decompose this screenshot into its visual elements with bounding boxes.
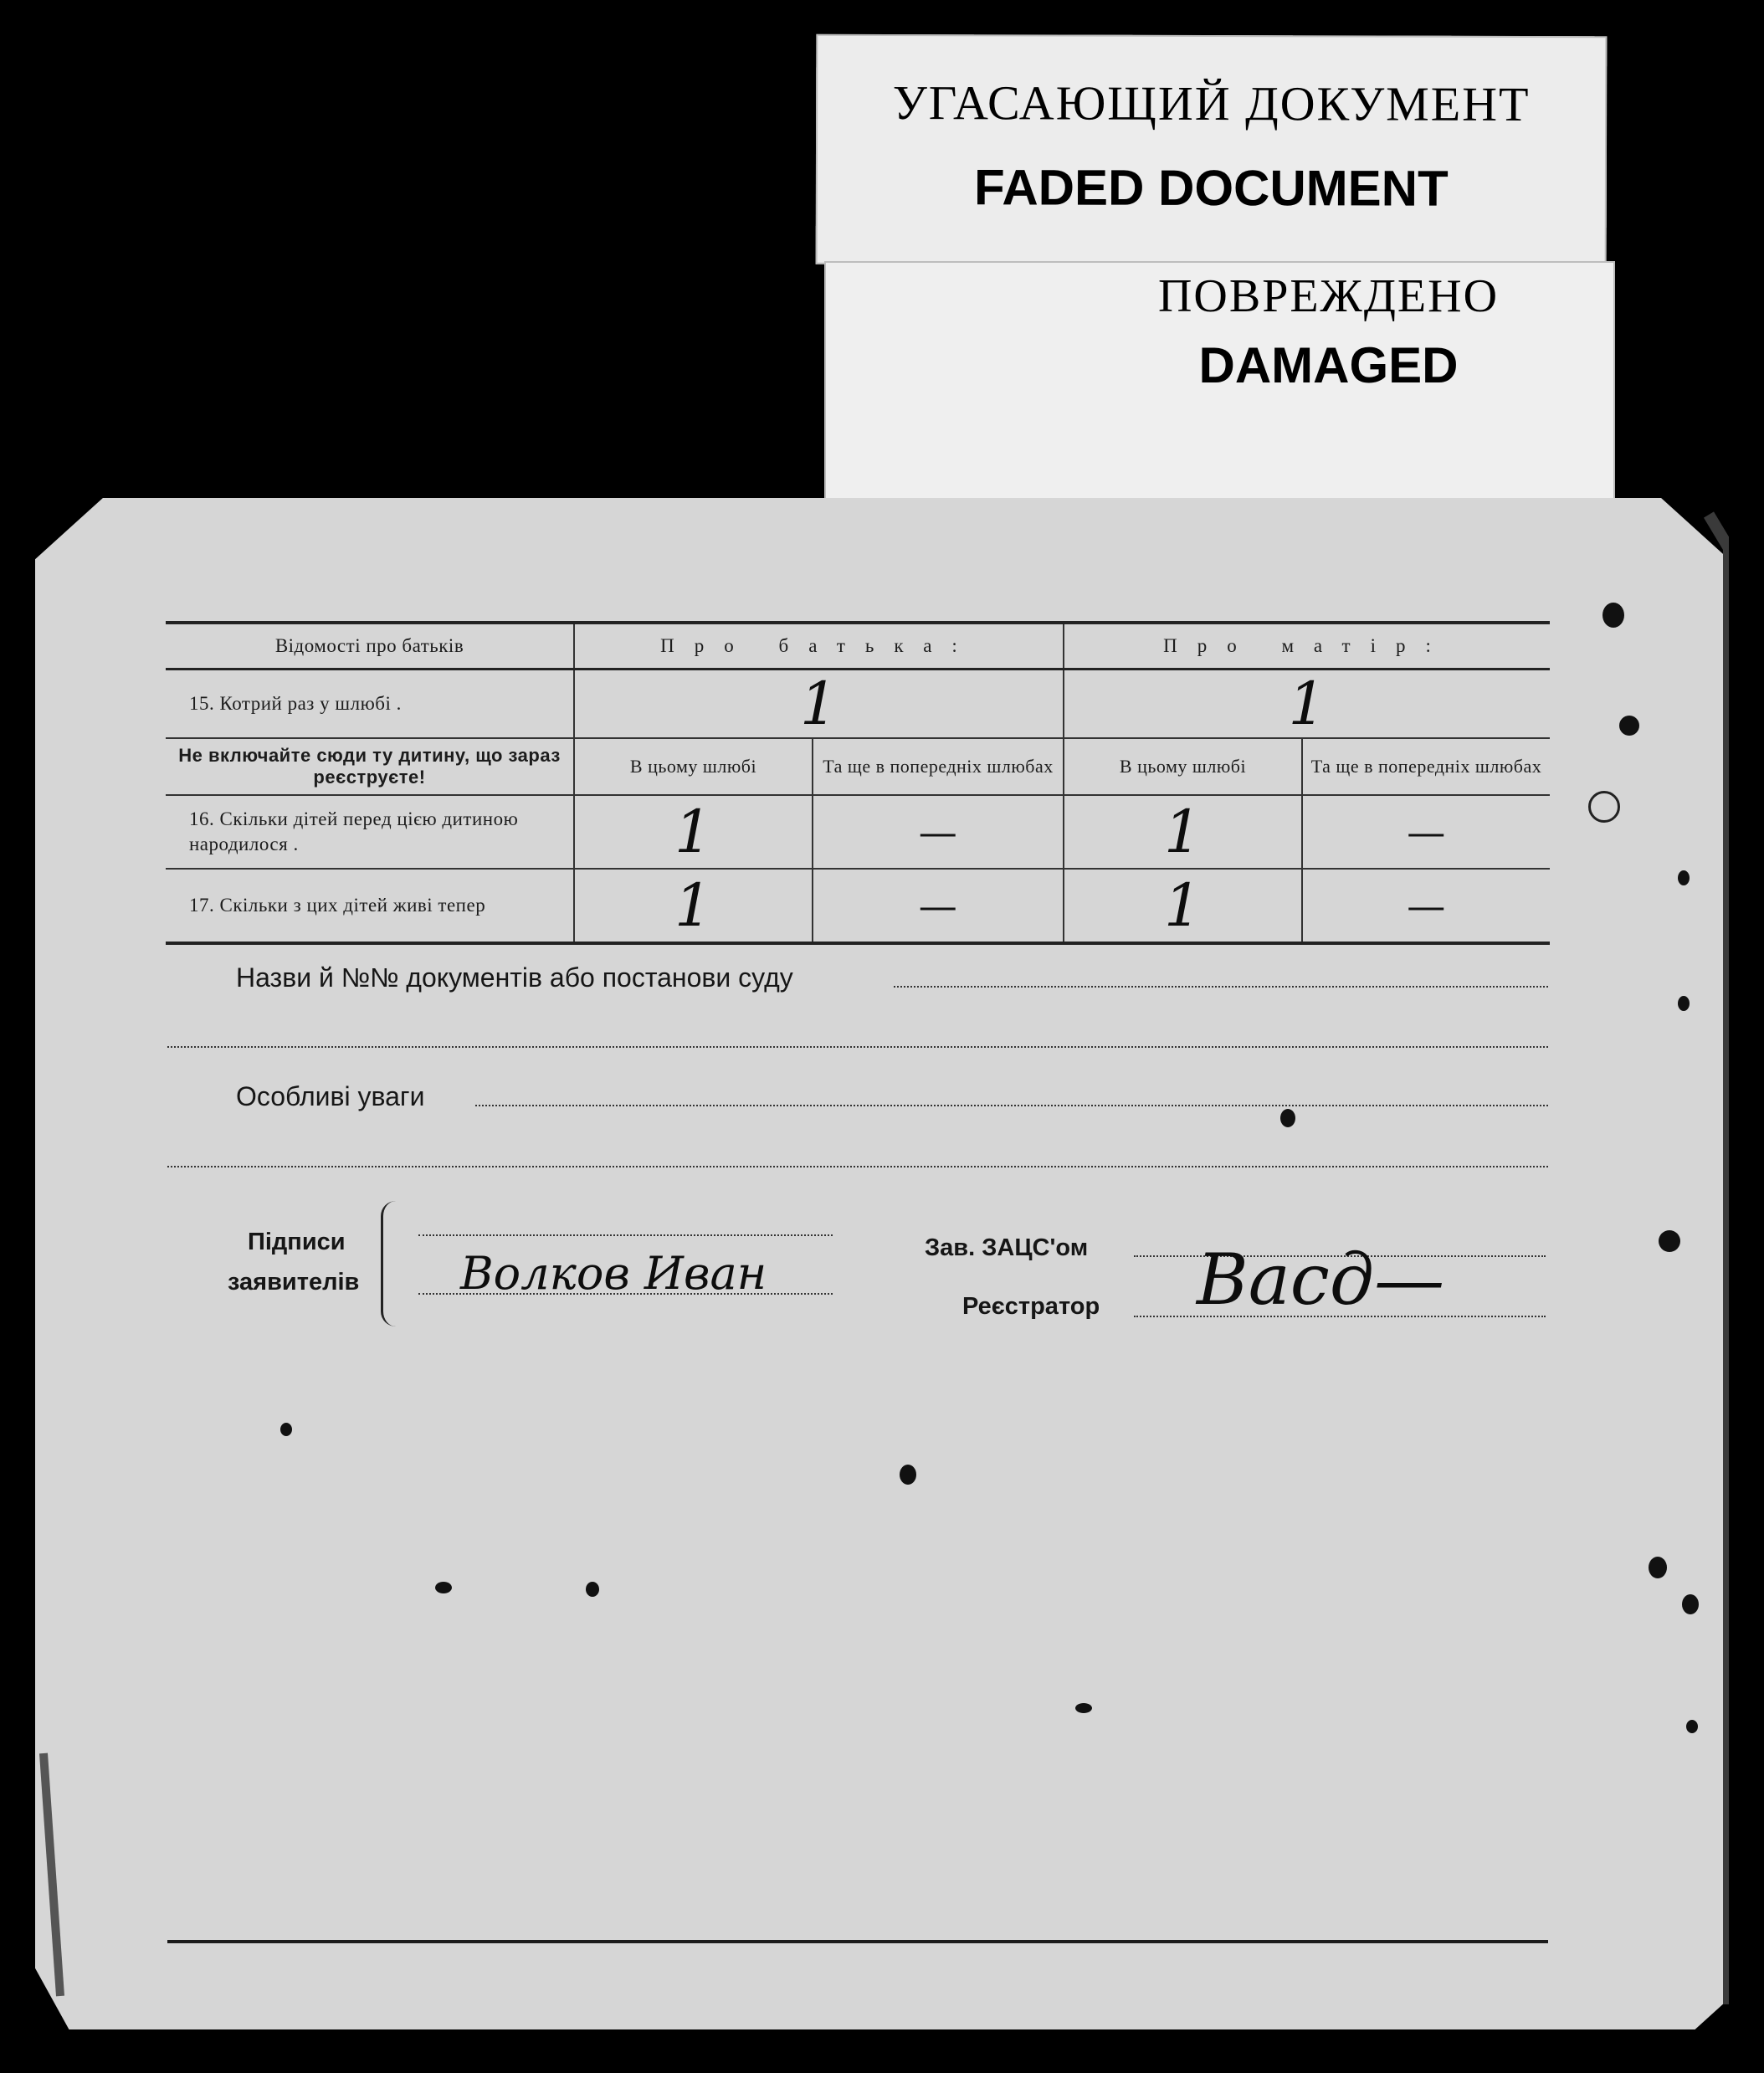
exclude-child-note: Не включайте сюди ту дитину, що зараз реєструєте!	[166, 738, 574, 795]
faded-label-ru: УГАСАЮЩИЙ ДОКУМЕНТ	[892, 75, 1531, 131]
handwritten-value: 1	[1163, 871, 1202, 940]
edge-damage-spot	[1602, 603, 1624, 628]
registrar-signature: Васд—	[1197, 1239, 1445, 1321]
ink-speck	[435, 1582, 452, 1593]
edge-damage-spot	[1678, 996, 1690, 1011]
ink-speck	[280, 1423, 292, 1436]
answer-17-father-this	[574, 869, 813, 943]
documents-field-line	[894, 986, 1548, 988]
documents-field-line-2	[167, 1046, 1548, 1048]
handwritten-dash: —	[1407, 809, 1446, 854]
answer-16-father-prev	[813, 795, 1064, 869]
signature-bracket	[381, 1201, 398, 1326]
registrar-label: Реєстратор	[962, 1293, 1100, 1320]
answer-15-mother	[1064, 670, 1550, 739]
header-mother: Про матір:	[1064, 623, 1550, 670]
table-row-15	[166, 670, 1550, 739]
damaged-document-label	[824, 261, 1615, 500]
bottom-rule	[167, 1940, 1548, 1943]
notes-field-line-2	[167, 1166, 1548, 1167]
answer-17-mother-this	[1064, 869, 1302, 943]
answer-17-father-prev	[813, 869, 1064, 943]
faded-document-label	[816, 34, 1608, 266]
applicant-signature: Волков Иван	[460, 1247, 767, 1300]
subheader-father-previous: Та ще в попередніх шлюбах	[813, 738, 1064, 795]
edge-damage-spot	[1659, 1230, 1680, 1252]
handwritten-dash: —	[1407, 883, 1446, 928]
header-father: Про батька:	[574, 623, 1064, 670]
answer-15-father	[574, 670, 1064, 739]
ink-speck	[1280, 1109, 1295, 1127]
answer-16-father-this	[574, 795, 813, 869]
answer-17-mother-prev	[1302, 869, 1550, 943]
ink-speck	[1075, 1703, 1092, 1713]
notes-field-line	[475, 1105, 1548, 1106]
edge-damage-spot	[1649, 1557, 1667, 1578]
edge-damage-spot	[1619, 716, 1639, 736]
subheader-father-this-marriage: В цьому шлюбі	[574, 738, 813, 795]
table-row-16	[166, 795, 1550, 869]
handwritten-dash: —	[918, 883, 958, 928]
table-subheader-row	[166, 738, 1550, 795]
faded-label-en: FADED DOCUMENT	[973, 159, 1449, 217]
handwritten-dash: —	[918, 809, 958, 854]
handwritten-value: 1	[799, 670, 838, 738]
subheader-mother-previous: Та ще в попередніх шлюбах	[1302, 738, 1550, 795]
header-parents-info: Відомості про батьків	[166, 623, 574, 670]
ink-speck	[586, 1582, 599, 1597]
question-15: 15. Котрий раз у шлюбі .	[166, 670, 574, 739]
handwritten-value: 1	[1163, 798, 1202, 866]
question-16: 16. Скільки дітей перед цією дитиною народилося .	[166, 795, 574, 869]
subheader-mother-this-marriage: В цьому шлюбі	[1064, 738, 1302, 795]
handwritten-value: 1	[674, 798, 713, 866]
applicants-signatures-label: Підписи	[248, 1229, 346, 1255]
edge-damage-spot	[1678, 870, 1690, 885]
zags-head-label: Зав. ЗАЦС'ом	[925, 1234, 1089, 1261]
handwritten-value: 1	[1288, 670, 1326, 738]
documents-field-label: Назви й №№ документів або постанови суду	[236, 962, 793, 993]
punch-hole	[1588, 791, 1620, 823]
answer-16-mother-prev	[1302, 795, 1550, 869]
damaged-label-ru: ПОВРЕЖДЕНО	[1157, 270, 1500, 322]
parents-info-table	[166, 621, 1550, 945]
ink-speck	[900, 1465, 916, 1485]
edge-damage-spot	[1686, 1720, 1698, 1733]
table-header-row	[166, 623, 1550, 670]
notes-field-label: Особливі уваги	[236, 1081, 425, 1111]
edge-damage-spot	[1682, 1594, 1699, 1614]
table-row-17	[166, 869, 1550, 943]
handwritten-value: 1	[674, 871, 713, 940]
applicant-signature-line-1	[418, 1234, 833, 1236]
applicants-signatures-label-2: заявителів	[228, 1269, 360, 1296]
question-17: 17. Скільки з цих дітей живі тепер	[166, 869, 574, 943]
answer-16-mother-this	[1064, 795, 1302, 869]
damaged-label-en: DAMAGED	[1198, 337, 1459, 393]
